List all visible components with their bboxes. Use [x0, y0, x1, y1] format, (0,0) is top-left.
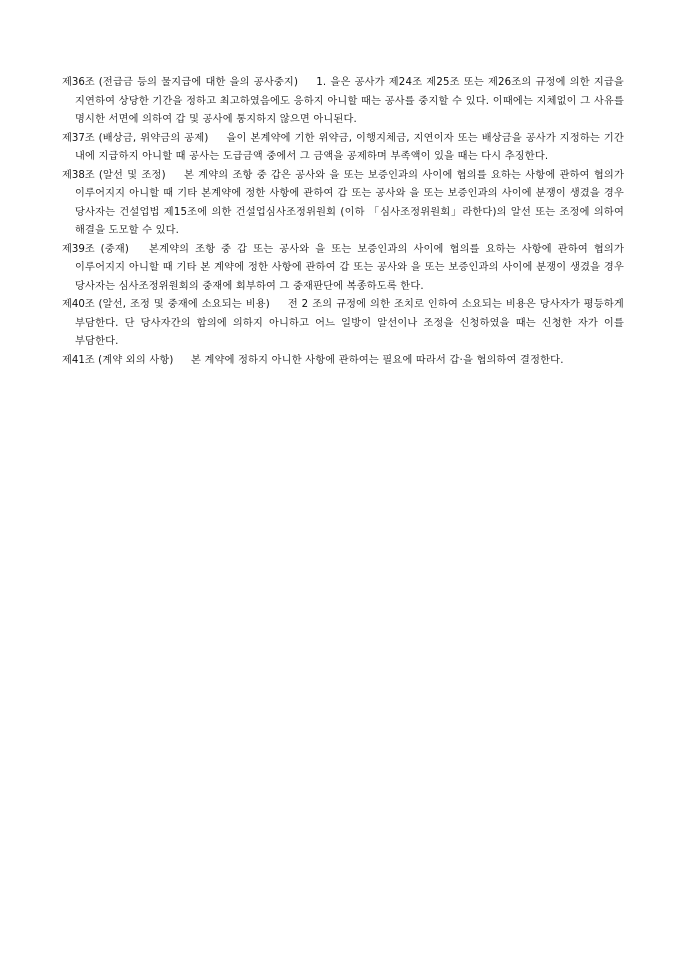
article-title: (전급금 등의 물지급에 대한 을의 공사중지) [98, 77, 299, 88]
article-title: (알선 및 조정) [98, 169, 166, 181]
article-title: (알선, 조정 및 중재에 소요되는 비용) [98, 299, 270, 310]
article-number: 제36조 [62, 77, 95, 88]
article-body: 본계약의 조항 중 갑 또는 공사와 을 또는 보증인과의 사이에 협의를 요하는 사항에 관하여 협의가 이루어지지 아니할 때 기타 본 계약에 정한 사항에 관하여 갑 또는 공사와 을 또는 보증인과의 사이에 분쟁이 생겼을 경우 당사자는 심사조정위원회의 중재에 회부하여 그 중재판단에 복종하도록 한다. [75, 243, 624, 292]
article-title: (계약 외의 사항) [98, 354, 174, 366]
article-number: 제39조 [62, 243, 95, 255]
article-41 [62, 352, 624, 371]
article-title: (중재) [100, 243, 130, 255]
article-body: 전 2 조의 규정에 의한 조치로 인하여 소요되는 비용은 당사자가 평등하게 부담한다. 단 당사자간의 합의에 의하지 아니하고 어느 일방이 알선이나 조정을 신청하였을 때는 신청한 자가 이를 부담한다. [75, 299, 624, 347]
contract-articles [62, 74, 624, 370]
article-38 [62, 167, 624, 241]
article-body: 본 계약에 정하지 아니한 사항에 관하여는 필요에 따라서 갑·을 협의하여 결정한다. [191, 354, 564, 366]
article-title: (배상금, 위약금의 공제) [98, 132, 209, 144]
article-body: 을이 본계약에 기한 위약금, 이행지체금, 지연이자 또는 배상금을 공사가 지정하는 기간 내에 지급하지 아니할 때 공사는 도급금액 중에서 그 금액을 공제하며 부족액이 있을 때는 다시 추징한다. [75, 132, 624, 162]
article-number: 제41조 [62, 354, 95, 366]
article-40 [62, 296, 624, 352]
article-body: 1. 을은 공사가 제24조 제25조 또는 제26조의 규정에 의한 지급을 지연하여 상당한 기간을 정하고 최고하였음에도 응하지 아니할 때는 공사를 중지할 수 있다. 이때에는 지체없이 그 사유를 명시한 서면에 의하여 갑 및 공사에 통지하지 않으면 아니된다. [75, 77, 624, 125]
article-number: 제38조 [62, 169, 95, 181]
article-36 [62, 74, 624, 130]
article-number: 제40조 [62, 299, 95, 310]
article-39 [62, 241, 624, 297]
article-body: 본 계약의 조항 중 갑은 공사와 을 또는 보증인과의 사이에 협의를 요하는 사항에 관하여 협의가 이루어지지 아니할 때 기타 본계약에 정한 사항에 관하여 갑 또는 공사와 을 또는 보증인과의 사이에 분쟁이 생겼을 경우 당사자는 건설업법 제15조에 의한 건설업심사조정위원회 (이하 「심사조정위원회」라한다)의 알선 또는 조정에 의하여 해결을 도모할 수 있다. [75, 169, 624, 236]
article-number: 제37조 [62, 132, 95, 144]
article-37 [62, 130, 624, 167]
